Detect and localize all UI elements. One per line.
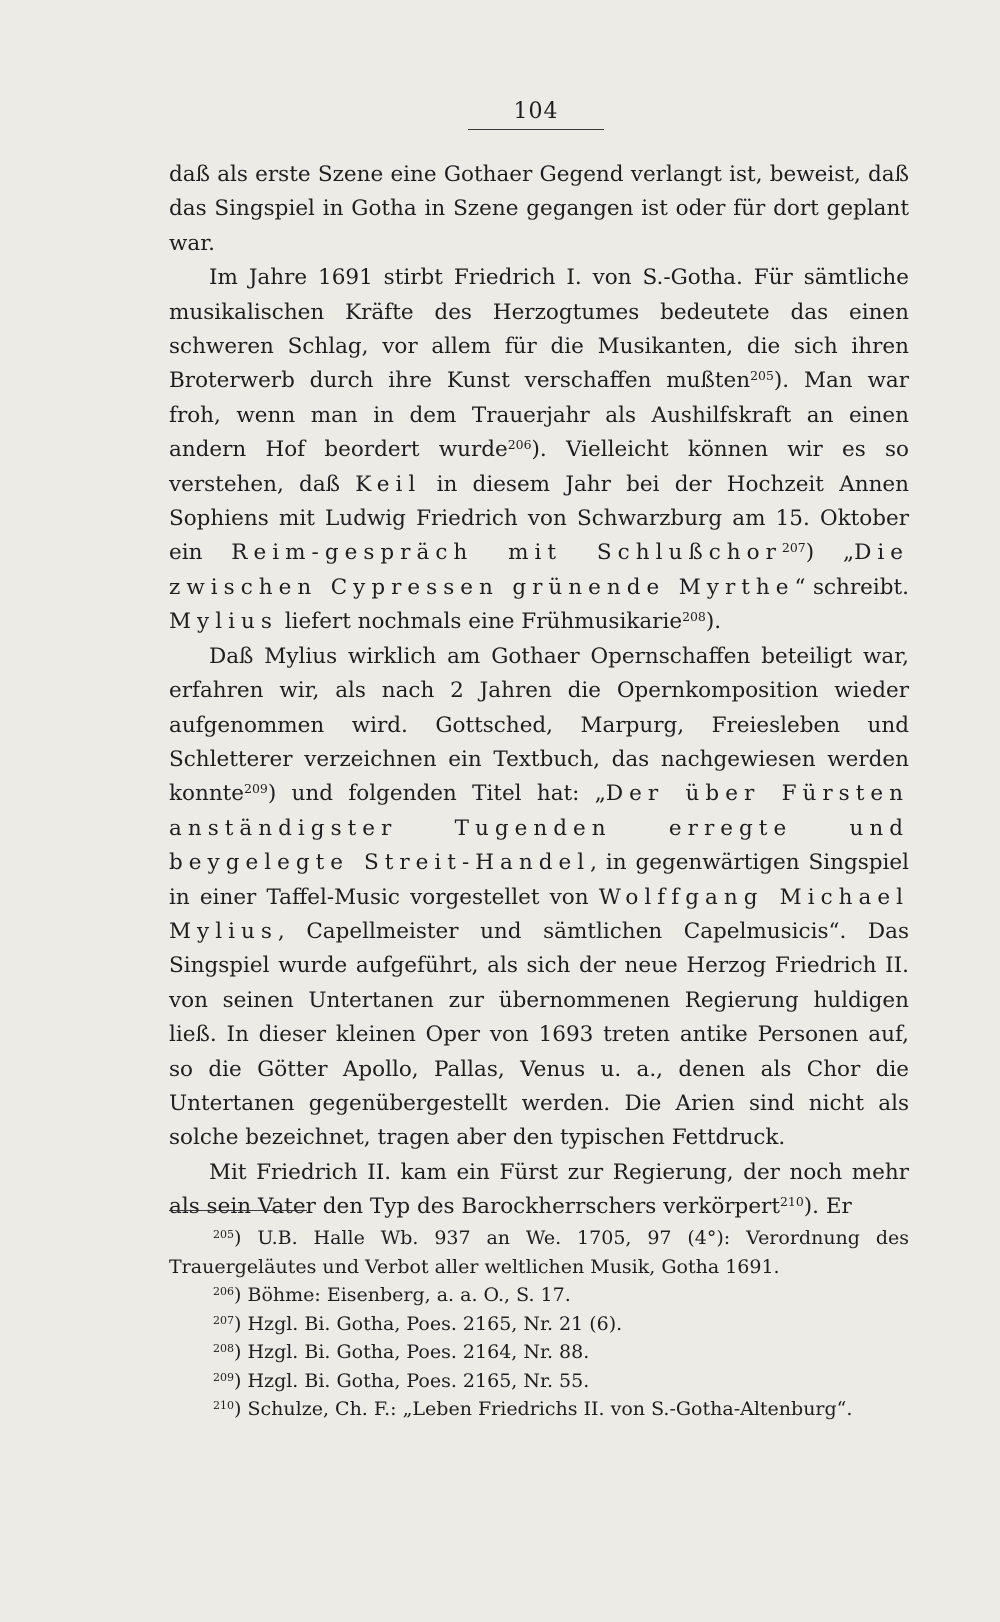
footnote (169, 1367, 909, 1396)
footnote-reference: 209 (244, 781, 268, 797)
footnote-number: 208 (213, 1341, 235, 1355)
text-run: ). Vielleicht können wir es so verstehen, daß (169, 437, 909, 497)
footnote-reference: 206 (507, 437, 532, 453)
footnote-number-paren: ) (234, 1398, 248, 1420)
footnote-separator (169, 1210, 307, 1211)
spaced-emphasis: Mylius (169, 609, 278, 635)
footnote-number: 210 (213, 1398, 235, 1412)
footnote-number: 205 (213, 1227, 235, 1241)
footnotes (169, 1224, 909, 1424)
text-run: ) und folgenden Titel hat: „ (267, 781, 606, 807)
footnote-number: 207 (213, 1313, 235, 1327)
text-run: in diesem Jahr bei der Hochzeit Annen Sophiens mit Ludwig Friedrich von Schwarzburg am 15. Oktober ein (169, 471, 909, 566)
footnote-number-paren: ) (234, 1369, 248, 1392)
footnote-text: Böhme: Eisenberg, a. a. O., S. 17. (247, 1284, 571, 1306)
footnote-text: Hzgl. Bi. Gotha, Poes. 2165, Nr. 55. (247, 1369, 590, 1392)
footnote-number-paren: ) (234, 1341, 248, 1363)
text-run: ) „ (805, 540, 855, 566)
footnote-number: 209 (213, 1370, 235, 1384)
footnote (169, 1338, 909, 1367)
paragraph (169, 640, 909, 1156)
footnote-text: Schulze, Ch. F.: „Leben Friedrichs II. von S.-Gotha-Altenburg“. (247, 1398, 853, 1420)
text-run: Im Jahre 1691 stirbt Friedrich I. von S.-Gotha. Für sämtliche musikalischen Kräfte des Herzogtumes bedeutete das einen schweren Schlag, vor allem für die Musikanten, die sich ihren Broterwerb durch ihre Kunst verschaffen mußten (169, 265, 909, 394)
footnote-number-paren: ) (234, 1312, 248, 1335)
paragraph (169, 261, 909, 639)
paragraph (169, 158, 909, 261)
footnote (169, 1281, 909, 1310)
paragraph (169, 1156, 909, 1225)
spaced-emphasis: Keil (355, 471, 422, 497)
footnote-reference: 208 (682, 609, 706, 625)
text-run: ). (705, 609, 722, 635)
page-number: 104 (513, 99, 559, 124)
footnote (169, 1310, 909, 1339)
footnote-text: Hzgl. Bi. Gotha, Poes. 2165, Nr. 21 (6). (247, 1312, 623, 1335)
footnote (169, 1395, 909, 1424)
footnote-reference: 205 (750, 368, 774, 384)
footnote-number-paren: ) (234, 1284, 248, 1306)
text-run: Mit Friedrich II. kam ein Fürst zur Regierung, der noch mehr als sein Vater den Typ des Barockherrschers verkörpert (169, 1159, 909, 1220)
footnote-reference: 210 (779, 1194, 804, 1210)
footnote-text: U.B. Halle Wb. 937 an We. 1705, 97 (4°): Verordnung des Trauergeläutes und Verbot aller weltlichen Musik, Gotha 1691. (169, 1227, 909, 1278)
text-run: liefert nochmals eine Frühmusikarie (277, 609, 683, 635)
spaced-emphasis: Der über Fürsten anständigster Tugenden erregte und beygelegte Streit-Handel (169, 781, 910, 876)
footnote (169, 1224, 909, 1281)
text-run: ). Er (803, 1194, 852, 1220)
text-run: “ schreibt. (794, 574, 909, 600)
header-rule (468, 129, 604, 130)
body-text (169, 158, 909, 1225)
spaced-emphasis: Wolffgang Michael Mylius (169, 884, 909, 944)
text-run: ). Man war froh, wenn man in dem Trauerjahr als Aushilfskraft an einen andern Hof beordert wurde (169, 368, 909, 463)
text-run: Daß Mylius wirklich am Gothaer Opernschaffen beteiligt war, erfahren wir, als nach 2 Jahren die Opernkomposition wieder aufgenommen wird. Gottsched, Marpurg, Freiesleben und Schletterer verzeichnen ein Textbuch, das nachgewiesen werden konnte (169, 643, 909, 807)
footnote-number-paren: ) (234, 1227, 258, 1249)
spaced-emphasis: Reim-gespräch mit Schlußchor (231, 540, 782, 566)
text-run: daß als erste Szene eine Gothaer Gegend verlangt ist, beweist, daß das Singspiel in Gotha in Szene gegangen ist oder für dort geplant war. (169, 162, 909, 256)
spaced-emphasis: Die zwischen Cypressen grünende Myrthe (169, 540, 909, 600)
footnote-text: Hzgl. Bi. Gotha, Poes. 2164, Nr. 88. (247, 1341, 590, 1363)
footnote-number: 206 (213, 1284, 235, 1298)
footnote-reference: 207 (781, 540, 806, 556)
text-run: , Capellmeister und sämtlichen Capelmusicis“. Das Singspiel wurde aufgeführt, als sich der neue Herzog Friedrich II. von seinen Untertanen zur übernommenen Regierung huldigen ließ. In dieser kleinen Oper von 1693 treten antike Personen auf, so die Götter Apollo, Pallas, Venus u. a., denen als Chor die Untertanen gegenübergestellt werden. Die Arien sind nicht als solche bezeichnet, tragen aber den typischen Fettdruck. (169, 918, 909, 1151)
text-run: , in gegenwärtigen Singspiel in einer Taffel-Music vorgestellet von (169, 850, 909, 910)
